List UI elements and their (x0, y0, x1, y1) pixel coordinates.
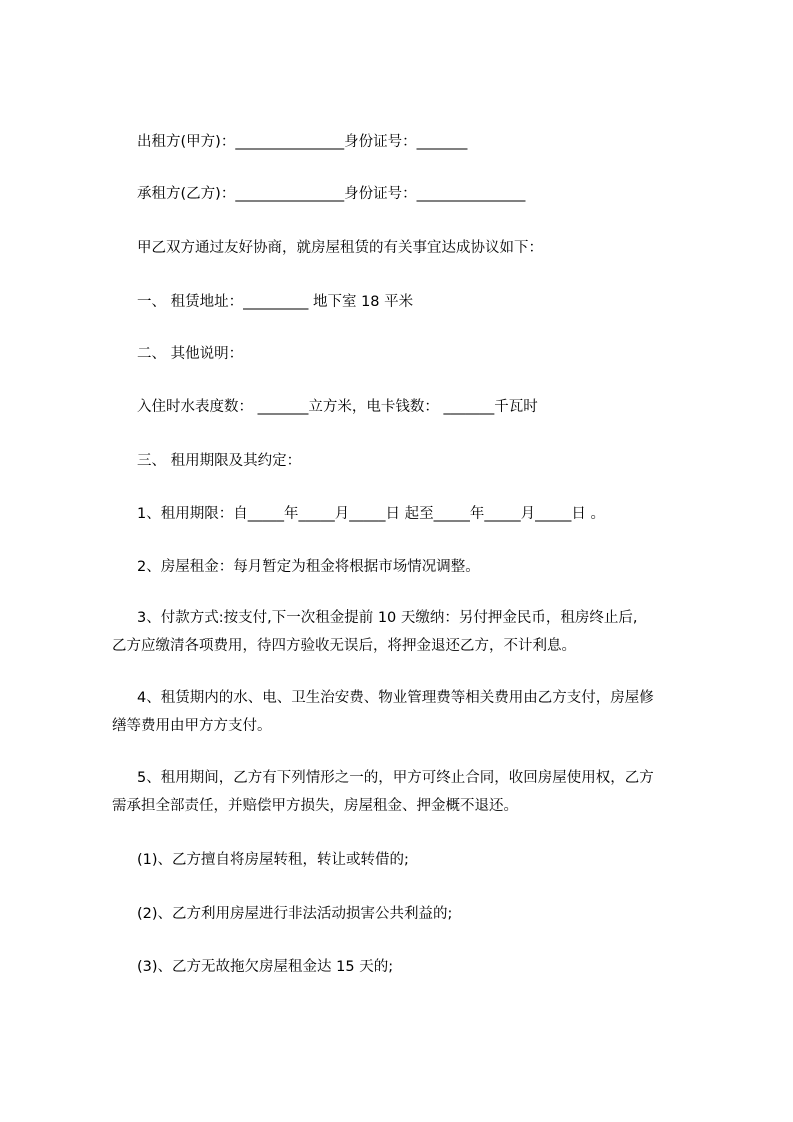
item-2-rent: 2、房屋租金：每月暂定为租金将根据市场情况调整。 (137, 559, 480, 575)
item-4-line-2: 缮等费用由甲方方支付。 (112, 718, 272, 734)
lessee-line: 承租方(乙方)：_______________身份证号：_______________ (137, 186, 526, 202)
item-3-payment-method (112, 604, 708, 660)
clause-1-sublet: (1)、乙方擅自将房屋转租，转让或转借的; (137, 852, 409, 868)
lessor-line: 出租方(甲方)：_______________身份证号：_______ (137, 134, 468, 150)
section-2-other-notes: 二、 其他说明： (137, 346, 244, 362)
item-3-line-1: 3、付款方式:按支付,下一次租金提前 10 天缴纳：另付押金民币，租房终止后, (137, 610, 638, 626)
clause-2-illegal-use: (2)、乙方利用房屋进行非法活动损害公共利益的; (137, 906, 453, 922)
item-1-lease-period: 1、租用期限：自_____年_____月_____日 起至_____年_____月_____日 。 (137, 506, 605, 522)
item-5-termination (112, 764, 708, 820)
section-3-term: 三、 租用期限及其约定： (137, 453, 302, 469)
item-5-line-2: 需承担全部责任，并赔偿甲方损失，房屋租金、押金概不退还。 (112, 798, 518, 814)
item-4-fees (112, 684, 708, 740)
item-3-line-2: 乙方应缴清各项费用，待四方验收无误后，将押金退还乙方，不计利息。 (112, 638, 576, 654)
agreement-intro: 甲乙双方通过友好协商，就房屋租赁的有关事宜达成协议如下： (137, 240, 543, 256)
item-5-line-1: 5、租用期间，乙方有下列情形之一的，甲方可终止合同，收回房屋使用权，乙方 (137, 770, 654, 786)
section-1-rental-address: 一、 租赁地址：_________ 地下室 18 平米 (137, 294, 414, 310)
item-4-line-1: 4、租赁期内的水、电、卫生治安费、物业管理费等相关费用由乙方支付，房屋修 (137, 690, 654, 706)
clause-3-overdue-rent: (3)、乙方无故拖欠房屋租金达 15 天的; (137, 959, 394, 975)
meter-readings-line: 入住时水表度数： _______立方米，电卡钱数： _______千瓦时 (137, 399, 538, 415)
